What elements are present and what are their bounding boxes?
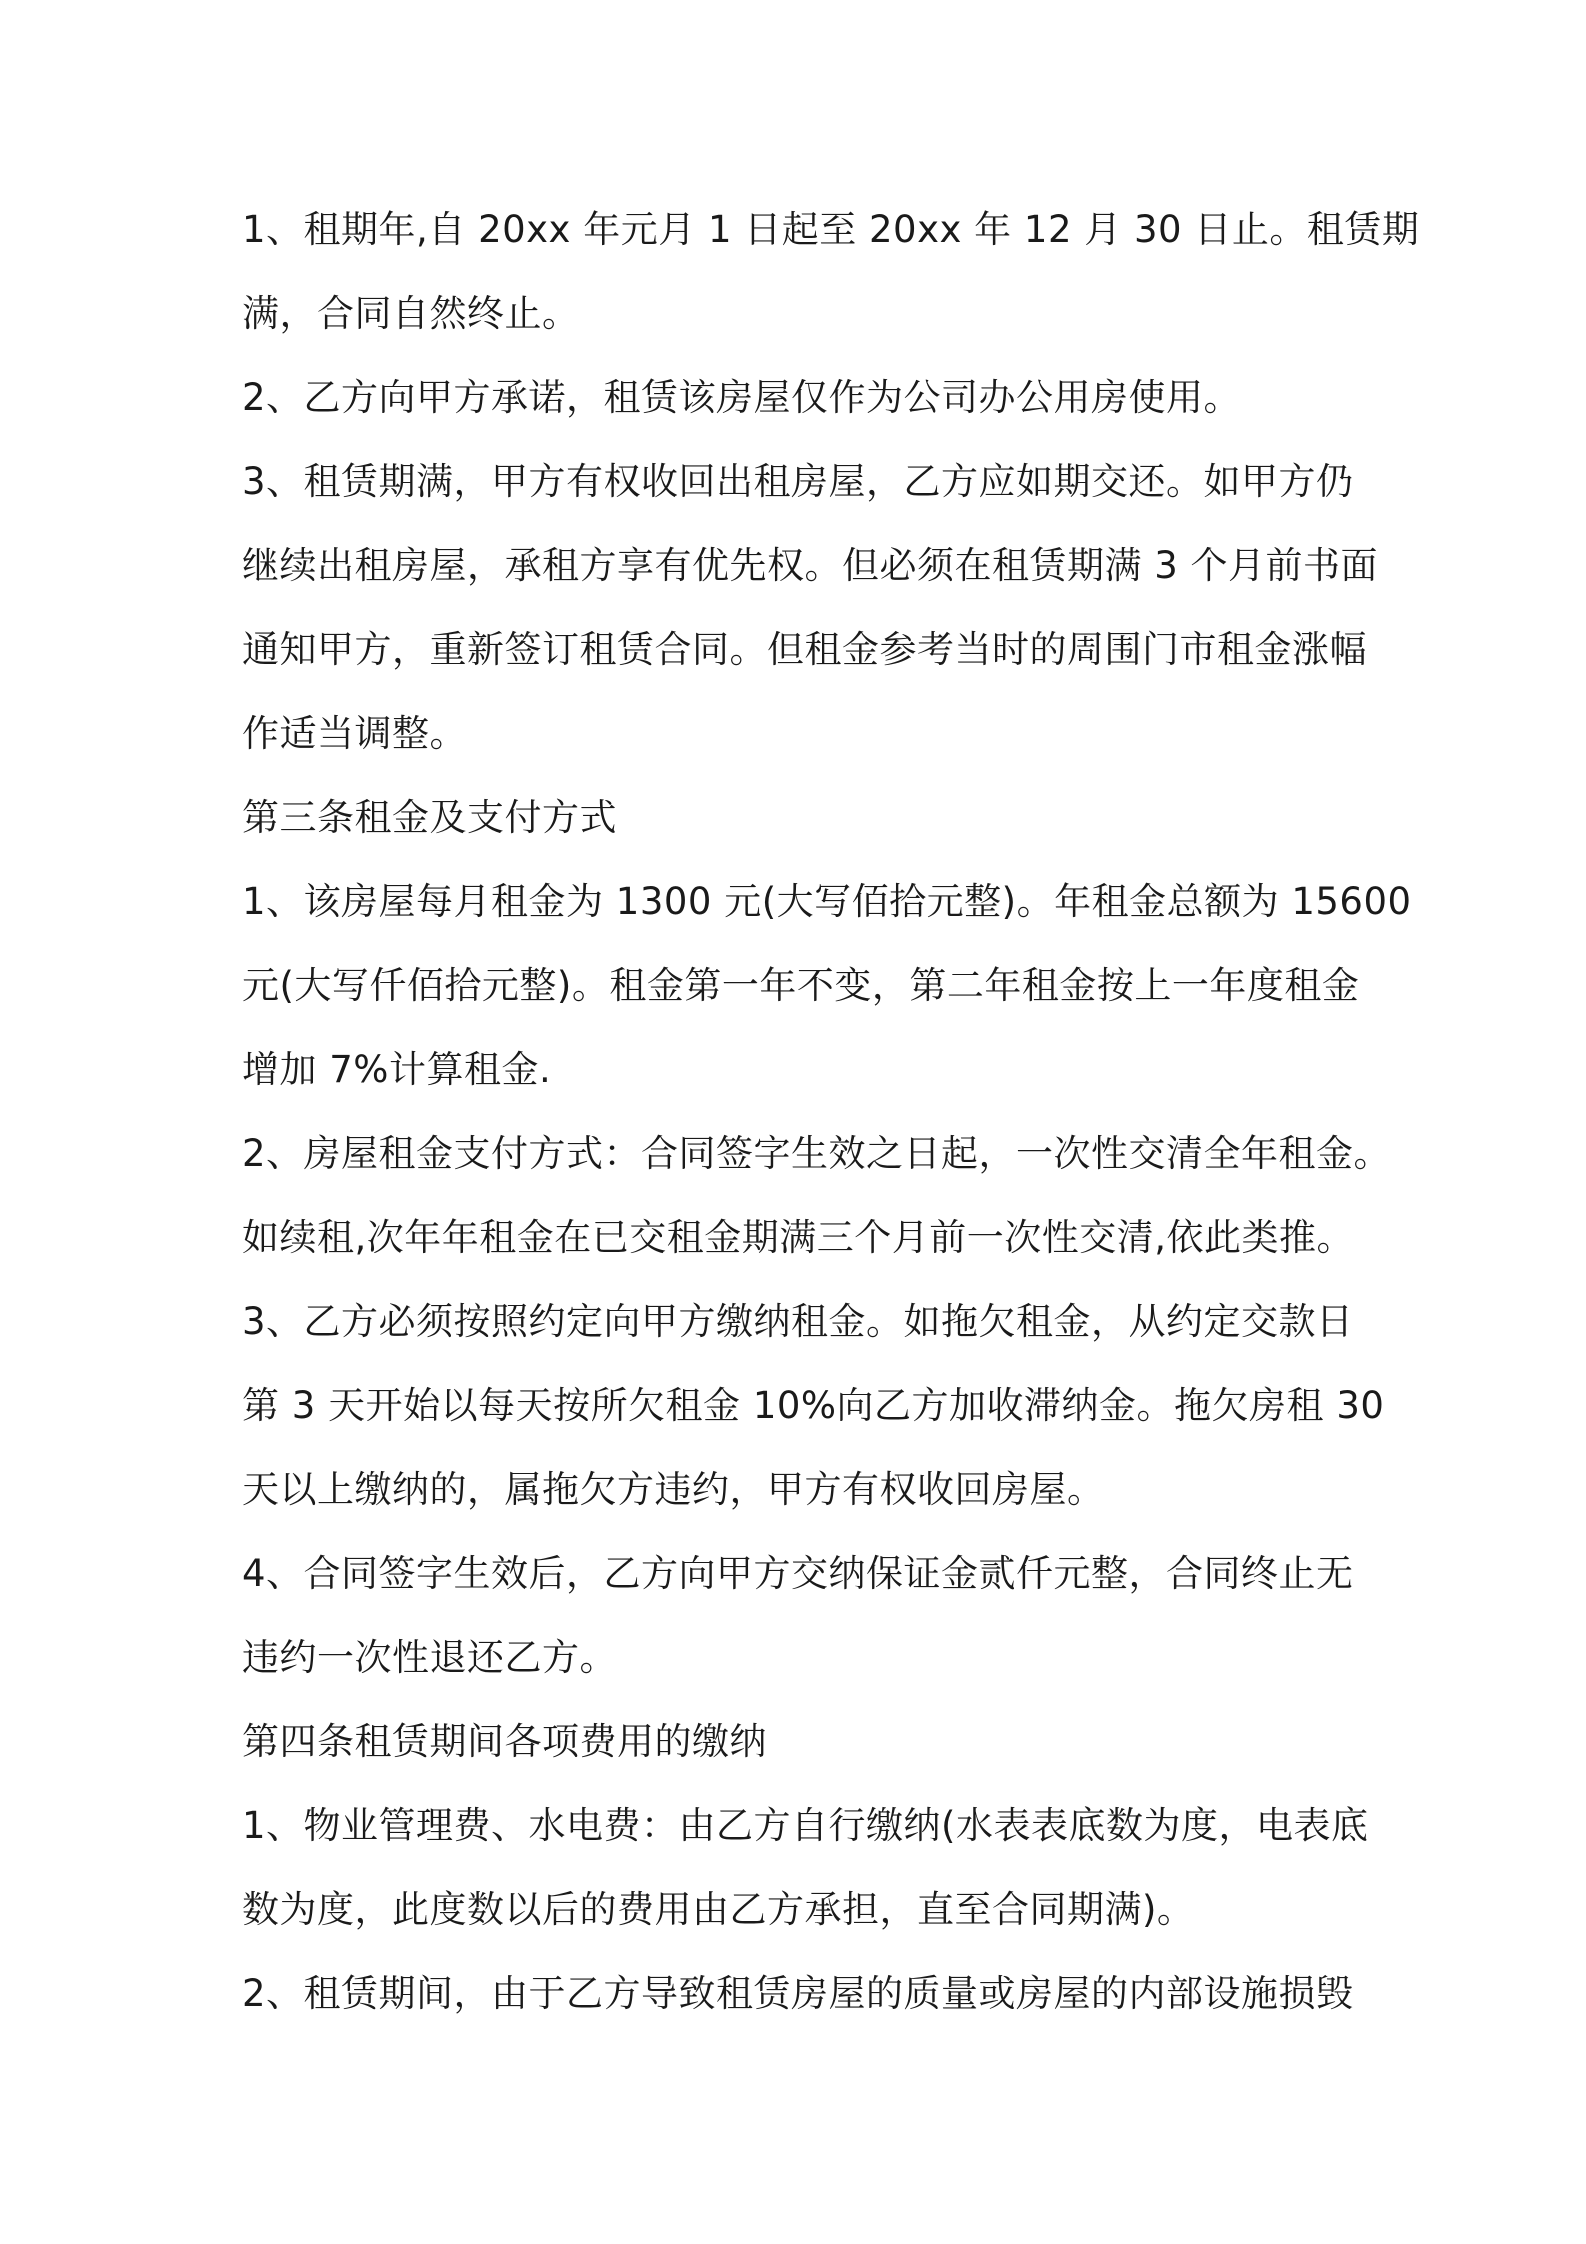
text-line: 满，合同自然终止。 bbox=[242, 292, 580, 335]
text-line: 天以上缴纳的，属拖欠方违约，甲方有权收回房屋。 bbox=[242, 1468, 1105, 1511]
text-line: 如续租,次年年租金在已交租金期满三个月前一次性交清,依此类推。 bbox=[242, 1216, 1355, 1259]
text-line: 2、房屋租金支付方式：合同签字生效之日起，一次性交清全年租金。 bbox=[242, 1132, 1392, 1175]
text-line: 继续出租房屋，承租方享有优先权。但必须在租赁期满 3 个月前书面 bbox=[242, 544, 1379, 587]
text-line: 通知甲方，重新签订租赁合同。但租金参考当时的周围门市租金涨幅 bbox=[242, 628, 1367, 671]
section-heading: 第四条租赁期间各项费用的缴纳 bbox=[242, 1720, 767, 1763]
text-line: 作适当调整。 bbox=[242, 712, 467, 755]
text-line: 1、物业管理费、水电费：由乙方自行缴纳(水表表底数为度，电表底 bbox=[242, 1804, 1369, 1847]
text-line: 2、乙方向甲方承诺，租赁该房屋仅作为公司办公用房使用。 bbox=[242, 376, 1242, 419]
text-line: 4、合同签字生效后，乙方向甲方交纳保证金贰仟元整，合同终止无 bbox=[242, 1552, 1354, 1595]
document-body bbox=[242, 198, 1420, 2046]
text-line: 3、乙方必须按照约定向甲方缴纳租金。如拖欠租金，从约定交款日 bbox=[242, 1300, 1354, 1343]
text-line: 3、租赁期满，甲方有权收回出租房屋，乙方应如期交还。如甲方仍 bbox=[242, 460, 1354, 503]
text-line: 数为度，此度数以后的费用由乙方承担，直至合同期满)。 bbox=[242, 1888, 1195, 1931]
text-line: 违约一次性退还乙方。 bbox=[242, 1636, 617, 1679]
text-line: 2、租赁期间，由于乙方导致租赁房屋的质量或房屋的内部设施损毁 bbox=[242, 1972, 1354, 2015]
text-line: 元(大写仟佰拾元整)。租金第一年不变，第二年租金按上一年度租金 bbox=[242, 964, 1360, 1007]
text-line: 1、该房屋每月租金为 1300 元(大写佰拾元整)。年租金总额为 15600 bbox=[242, 880, 1412, 923]
section-heading: 第三条租金及支付方式 bbox=[242, 796, 617, 839]
text-line: 第 3 天开始以每天按所欠租金 10%向乙方加收滞纳金。拖欠房租 30 bbox=[242, 1384, 1385, 1427]
text-line: 增加 7%计算租金. bbox=[242, 1048, 552, 1091]
text-line: 1、租期年,自 20xx 年元月 1 日起至 20xx 年 12 月 30 日止。租赁期 bbox=[242, 208, 1420, 251]
